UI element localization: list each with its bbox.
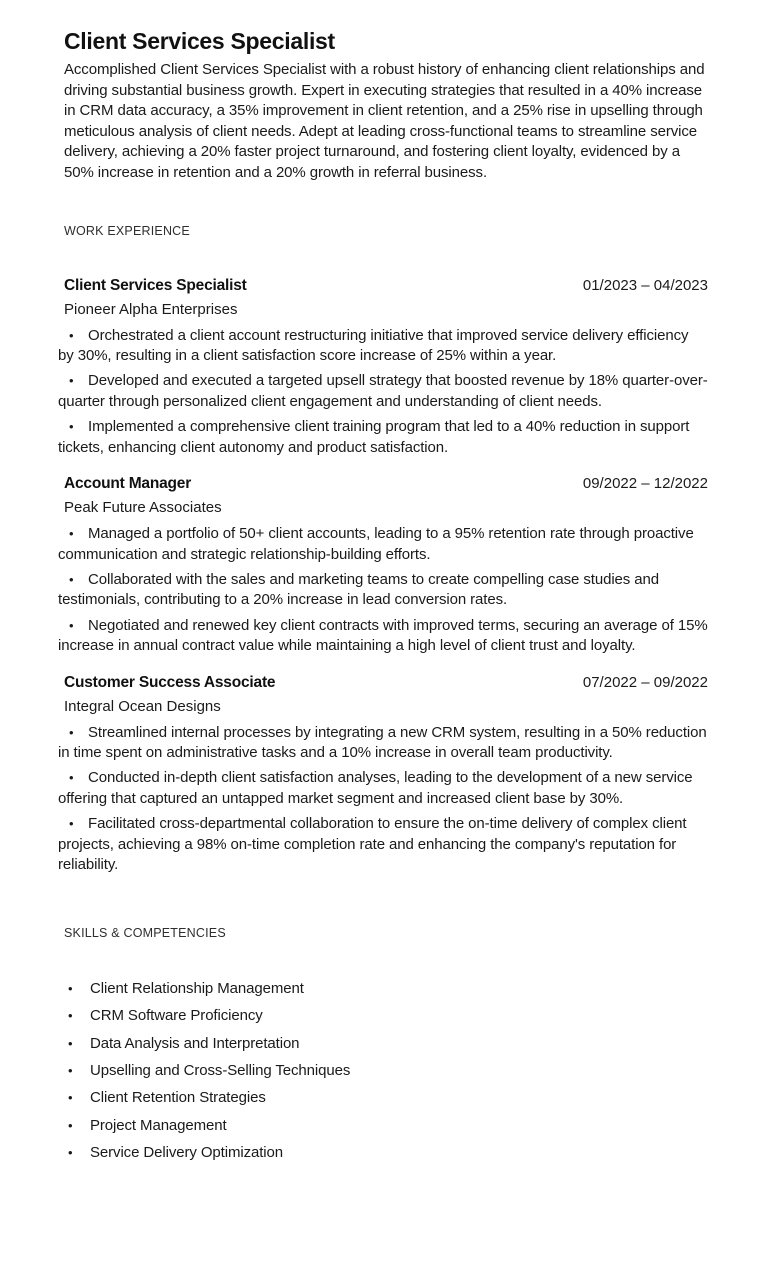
skill-item [68, 1112, 708, 1139]
skill-label: Client Relationship Management [90, 979, 304, 997]
bullet-icon: • [68, 1117, 73, 1133]
job-bullet [58, 570, 708, 611]
bullet-icon: • [69, 418, 74, 434]
bullet-icon: • [68, 1008, 73, 1024]
bullet-icon: • [69, 373, 74, 389]
skill-label: Data Analysis and Interpretation [90, 1034, 300, 1052]
bullet-icon: • [68, 1063, 73, 1079]
bullet-icon: • [69, 770, 74, 786]
job-company: Integral Ocean Designs [64, 697, 221, 715]
bullet-icon: • [69, 617, 74, 633]
job-bullet-list [58, 723, 708, 876]
job-bullet-list [58, 524, 708, 657]
section-header-work-experience: WORK EXPERIENCE [64, 223, 190, 238]
job-bullet [58, 326, 708, 367]
job-header [64, 672, 708, 693]
job-bullet-list [58, 326, 708, 459]
job-company: Pioneer Alpha Enterprises [64, 300, 238, 318]
summary-text: Accomplished Client Services Specialist with a robust history of enhancing client relationships and driving substantial business growth. Expert in executing strategies that resulted in a 40% increase in CRM data accuracy, a 35% improvement in client retention, and a 25% rise in upselling through meticulous analysis of client needs. Adept at leading cross-functional teams to streamline service delivery, achieving a 20% faster project turnaround, and fostering client loyalty, evidenced by a 50% increase in retention and a 20% growth in referral business. [64, 61, 705, 181]
bullet-text: Facilitated cross-departmental collaboration to ensure the on-time delivery of complex client projects, achieving a 98% on-time completion rate and enhancing the company's reputation for reliability. [58, 815, 687, 874]
job-title: Client Services Specialist [64, 276, 247, 294]
job-bullet [58, 723, 708, 764]
job-entry [58, 275, 708, 459]
bullet-icon: • [68, 1035, 73, 1051]
bullet-text: Developed and executed a targeted upsell strategy that boosted revenue by 18% quarter-over-quarter through personalized client engagement and understanding of client needs. [58, 372, 708, 410]
section-header-skills: SKILLS & COMPETENCIES [64, 925, 226, 940]
job-dates: 01/2023 – 04/2023 [582, 276, 708, 294]
skill-item [68, 1139, 708, 1166]
job-entry [58, 672, 708, 876]
skill-label: Upselling and Cross-Selling Techniques [90, 1062, 351, 1080]
bullet-icon: • [68, 1145, 73, 1161]
job-dates: 07/2022 – 09/2022 [582, 673, 708, 691]
job-title: Customer Success Associate [64, 673, 276, 691]
bullet-text: Streamlined internal processes by integrating a new CRM system, resulting in a 50% reduction in time spent on administrative tasks and a 10% increase in overall team productivity. [58, 723, 707, 762]
skill-label: Client Retention Strategies [90, 1089, 266, 1107]
skill-label: CRM Software Proficiency [90, 1007, 263, 1025]
bullet-icon: • [68, 980, 73, 996]
skill-item [68, 1002, 708, 1029]
skills-list [64, 975, 708, 1167]
bullet-text: Conducted in-depth client satisfaction analyses, leading to the development of a new service offering that captured an untapped market segment and increased client base by 30%. [58, 769, 693, 807]
job-bullet [58, 814, 708, 876]
page-title: Client Services Specialist [64, 28, 335, 54]
bullet-icon: • [68, 1090, 73, 1106]
bullet-icon: • [69, 327, 74, 343]
skill-item [68, 1057, 708, 1084]
job-bullet [58, 524, 708, 565]
bullet-icon: • [69, 724, 74, 740]
job-dates: 09/2022 – 12/2022 [582, 475, 708, 493]
bullet-icon: • [69, 526, 74, 542]
bullet-text: Collaborated with the sales and marketing teams to create compelling case studies and testimonials, contributing to a 20% increase in lead conversion rates. [58, 570, 659, 609]
skill-item [68, 1030, 708, 1057]
bullet-icon: • [69, 816, 74, 832]
bullet-text: Implemented a comprehensive client training program that led to a 40% reduction in support tickets, enhancing client autonomy and product satisfaction. [58, 417, 690, 456]
skill-item [68, 975, 708, 1002]
job-entry [58, 473, 708, 657]
bullet-text: Negotiated and renewed key client contracts with improved terms, securing an average of 15% increase in annual contract value while maintaining a high level of client trust and loyalty. [58, 616, 708, 655]
bullet-icon: • [69, 571, 74, 587]
skill-label: Service Delivery Optimization [90, 1144, 283, 1162]
job-header [64, 473, 708, 494]
job-bullet [58, 371, 708, 412]
bullet-text: Managed a portfolio of 50+ client accounts, leading to a 95% retention rate through proactive communication and strategic relationship-building efforts. [58, 525, 694, 563]
job-title: Account Manager [64, 475, 192, 493]
bullet-text: Orchestrated a client account restructuring initiative that improved service delivery efficiency by 30%, resulting in a client satisfaction score increase of 25% within a year. [58, 326, 689, 365]
skill-item [68, 1084, 708, 1111]
job-bullet [58, 768, 708, 809]
job-company: Peak Future Associates [64, 499, 222, 517]
job-header [64, 275, 708, 296]
job-bullet [58, 616, 708, 657]
skill-label: Project Management [90, 1116, 227, 1134]
job-bullet [58, 417, 708, 458]
